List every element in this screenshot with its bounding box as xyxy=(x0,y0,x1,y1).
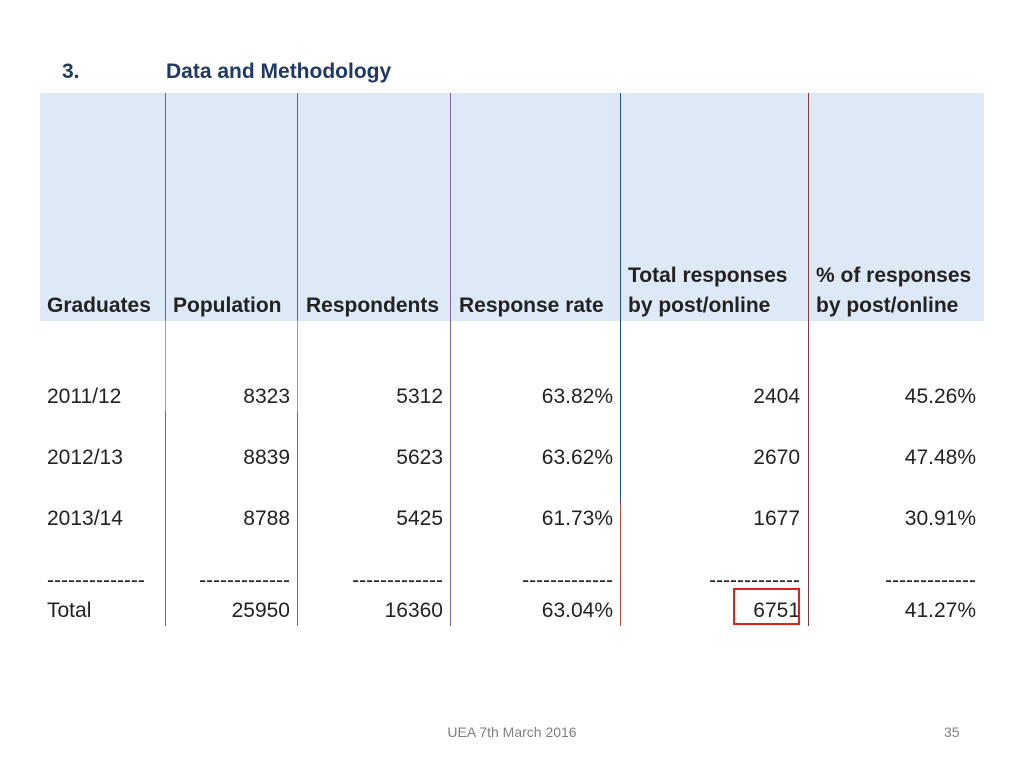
column-divider xyxy=(297,411,298,626)
header-pct-responses-line1: % of responses xyxy=(816,264,972,287)
cell-population: 8323 xyxy=(243,385,290,408)
header-total-responses-line1: Total responses xyxy=(628,264,788,287)
cell-response-rate: 63.62% xyxy=(541,446,613,469)
column-divider xyxy=(620,503,621,626)
separator: ------------- xyxy=(352,569,443,592)
cell-respondents: 5425 xyxy=(396,507,443,530)
header-respondents: Respondents xyxy=(306,294,440,317)
cell-total-responses: 1677 xyxy=(753,507,800,530)
cell-total-responses: 6751 xyxy=(753,599,800,622)
footer-text: UEA 7th March 2016 xyxy=(447,724,577,740)
header-total-responses-line2: by post/online xyxy=(628,294,771,317)
cell-total-responses: 2404 xyxy=(753,385,800,408)
header-pct-responses-line2: by post/online xyxy=(816,294,959,317)
cell-response-rate: 63.04% xyxy=(541,599,613,622)
cell-pct-responses: 30.91% xyxy=(904,507,976,530)
separator: ------------- xyxy=(199,569,290,592)
section-number: 3. xyxy=(62,60,80,83)
cell-graduates: 2012/13 xyxy=(47,446,123,469)
header-response-rate: Response rate xyxy=(459,294,604,317)
column-divider xyxy=(165,411,166,626)
cell-pct-responses: 45.26% xyxy=(904,385,976,408)
cell-population: 25950 xyxy=(231,599,290,622)
cell-respondents: 5312 xyxy=(396,385,443,408)
column-divider xyxy=(620,93,621,503)
column-divider xyxy=(165,321,166,411)
cell-response-rate: 61.73% xyxy=(541,507,613,530)
page-number: 35 xyxy=(944,724,960,740)
cell-total-label: Total xyxy=(47,599,92,622)
cell-population: 8788 xyxy=(243,507,290,530)
cell-respondents: 5623 xyxy=(396,446,443,469)
cell-graduates: 2013/14 xyxy=(47,507,123,530)
cell-pct-responses: 47.48% xyxy=(904,446,976,469)
cell-respondents: 16360 xyxy=(384,599,443,622)
cell-population: 8839 xyxy=(243,446,290,469)
separator: ------------- xyxy=(522,569,613,592)
header-population: Population xyxy=(173,294,282,317)
column-divider xyxy=(165,93,166,321)
column-divider xyxy=(297,93,298,321)
highlight-box xyxy=(733,588,800,625)
cell-graduates: 2011/12 xyxy=(47,385,122,408)
separator: ------------- xyxy=(709,569,800,592)
separator: ------------- xyxy=(885,569,976,592)
separator: -------------- xyxy=(47,569,145,592)
header-graduates: Graduates xyxy=(47,294,151,317)
section-title: Data and Methodology xyxy=(166,60,392,83)
column-divider xyxy=(297,321,298,411)
cell-response-rate: 63.82% xyxy=(541,385,613,408)
cell-total-responses: 2670 xyxy=(753,446,800,469)
column-divider xyxy=(450,93,451,626)
column-divider xyxy=(808,93,809,626)
cell-pct-responses: 41.27% xyxy=(904,599,976,622)
